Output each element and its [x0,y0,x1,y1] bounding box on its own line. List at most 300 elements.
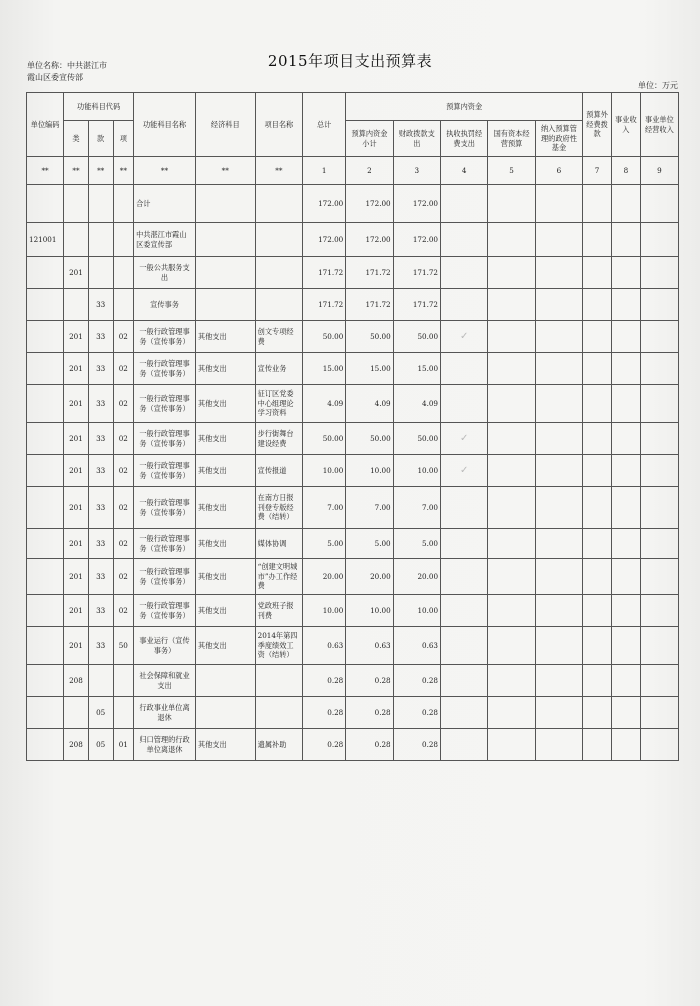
index-cell: ** [64,157,89,185]
func-name-cell: 宣传事务 [134,289,196,321]
lei-cell: 201 [64,529,89,559]
unit-code-cell: 121001 [27,223,64,257]
index-cell: ** [27,157,64,185]
empty-cell [583,257,612,289]
kuan-cell [88,223,113,257]
empty-cell [611,665,640,697]
econ-cell [195,185,255,223]
econ-cell: 其他支出 [195,729,255,761]
unit-code-cell [27,257,64,289]
empty-cell [441,289,488,321]
func-name-cell: 一般行政管理事务（宣传事务） [134,487,196,529]
in-budget-sub-cell: 4.09 [346,385,393,423]
index-cell: 4 [441,157,488,185]
empty-cell [441,729,488,761]
in-budget-sub-cell: 0.28 [346,665,393,697]
empty-cell [535,455,582,487]
check-mark-icon: ✓ [460,432,469,444]
empty-cell [611,385,640,423]
func-name-cell: 行政事业单位离退休 [134,697,196,729]
empty-cell [640,729,678,761]
econ-cell [195,289,255,321]
func-name-cell: 一般行政管理事务（宣传事务） [134,321,196,353]
table-row [27,289,679,321]
empty-cell [441,385,488,423]
header-xiang: 项 [113,121,134,157]
empty-cell [583,423,612,455]
empty-cell [535,423,582,455]
econ-cell: 其他支出 [195,321,255,353]
budget-table [26,92,679,761]
empty-cell [535,627,582,665]
empty-cell [488,627,535,665]
econ-cell: 其他支出 [195,559,255,595]
fiscal-cell: 15.00 [393,353,440,385]
table-row [27,423,679,455]
header-lei: 类 [64,121,89,157]
table-row [27,321,679,353]
project-cell: 在南方日报刊登专版经费（结转） [255,487,302,529]
total-cell: 5.00 [303,529,346,559]
econ-cell [195,257,255,289]
empty-cell [640,385,678,423]
header-extra: 预算外经费拨款 [583,93,612,157]
kuan-cell: 05 [88,697,113,729]
empty-cell [611,185,640,223]
table-row [27,185,679,223]
unit-code-cell [27,529,64,559]
fiscal-cell: 172.00 [393,185,440,223]
empty-cell [583,455,612,487]
header-func-code: 功能科目代码 [64,93,134,121]
func-name-cell: 一般行政管理事务（宣传事务） [134,529,196,559]
empty-cell [611,627,640,665]
org-label-line1: 单位名称：中共湛江市 [27,61,107,70]
unit-code-cell [27,627,64,665]
kuan-cell: 33 [88,487,113,529]
total-cell: 0.28 [303,665,346,697]
in-budget-sub-cell: 0.63 [346,627,393,665]
org-label [27,60,107,84]
in-budget-sub-cell: 20.00 [346,559,393,595]
func-name-cell: 一般公共服务支出 [134,257,196,289]
index-cell: 7 [583,157,612,185]
econ-cell: 其他支出 [195,595,255,627]
unit-code-cell [27,353,64,385]
lei-cell [64,289,89,321]
empty-cell [488,729,535,761]
func-name-cell: 社会保障和就业支出 [134,665,196,697]
empty-cell [441,529,488,559]
xiang-cell: 02 [113,455,134,487]
empty-cell [441,423,488,455]
unit-code-cell [27,385,64,423]
func-name-cell: 一般行政管理事务（宣传事务） [134,423,196,455]
empty-cell [488,289,535,321]
kuan-cell: 33 [88,529,113,559]
empty-cell [640,353,678,385]
table-row [27,223,679,257]
econ-cell: 其他支出 [195,353,255,385]
unit-label: 单位：万元 [638,81,678,90]
kuan-cell: 33 [88,321,113,353]
header-enforce: 执收执罚经费支出 [441,121,488,157]
unit-code-cell [27,559,64,595]
header-biz-income: 事业收入 [611,93,640,157]
empty-cell [611,559,640,595]
empty-cell [583,185,612,223]
header-gov-fund: 纳入预算管理的政府性基金 [535,121,582,157]
kuan-cell: 33 [88,353,113,385]
total-cell: 0.28 [303,697,346,729]
total-cell: 10.00 [303,455,346,487]
project-cell [255,223,302,257]
lei-cell: 201 [64,559,89,595]
empty-cell [535,385,582,423]
index-cell: 2 [346,157,393,185]
func-name-cell: 一般行政管理事务（宣传事务） [134,385,196,423]
empty-cell [583,223,612,257]
table-row [27,627,679,665]
xiang-cell: 02 [113,321,134,353]
empty-cell [583,665,612,697]
fiscal-cell: 20.00 [393,559,440,595]
fiscal-cell: 10.00 [393,455,440,487]
empty-cell [611,455,640,487]
func-name-cell: 一般行政管理事务（宣传事务） [134,353,196,385]
unit-code-cell [27,729,64,761]
xiang-cell: 01 [113,729,134,761]
empty-cell [583,529,612,559]
xiang-cell: 02 [113,487,134,529]
lei-cell: 201 [64,455,89,487]
header-econ: 经济科目 [195,93,255,157]
empty-cell [640,559,678,595]
empty-cell [583,729,612,761]
total-cell: 171.72 [303,257,346,289]
empty-cell [441,185,488,223]
func-name-cell: 归口管理的行政单位离退休 [134,729,196,761]
empty-cell [535,353,582,385]
in-budget-sub-cell: 7.00 [346,487,393,529]
project-cell [255,697,302,729]
empty-cell [488,423,535,455]
kuan-cell: 33 [88,627,113,665]
empty-cell [611,529,640,559]
table-row [27,529,679,559]
empty-cell [441,353,488,385]
empty-cell [441,627,488,665]
header-in-budget: 预算内资金 [346,93,583,121]
empty-cell [488,529,535,559]
lei-cell [64,223,89,257]
table-row [27,595,679,627]
empty-cell [441,665,488,697]
empty-cell [640,289,678,321]
total-cell: 20.00 [303,559,346,595]
unit-code-cell [27,185,64,223]
empty-cell [583,289,612,321]
empty-cell [583,627,612,665]
header-state-asset: 国有资本经营预算 [488,121,535,157]
empty-cell [535,289,582,321]
func-name-cell: 一般行政管理事务（宣传事务） [134,595,196,627]
project-cell: 党政班子报刊费 [255,595,302,627]
econ-cell [195,223,255,257]
empty-cell [611,289,640,321]
lei-cell: 201 [64,353,89,385]
empty-cell [441,559,488,595]
kuan-cell: 33 [88,595,113,627]
project-cell: 创文专项经费 [255,321,302,353]
table-row [27,385,679,423]
project-cell: 宣传业务 [255,353,302,385]
table-row [27,729,679,761]
empty-cell [640,627,678,665]
total-cell: 10.00 [303,595,346,627]
table-row [27,487,679,529]
project-cell [255,289,302,321]
empty-cell [640,697,678,729]
func-name-cell: 一般行政管理事务（宣传事务） [134,559,196,595]
index-row [27,157,679,185]
empty-cell [488,697,535,729]
unit-code-cell [27,697,64,729]
project-cell: 征订区党委中心组理论学习资料 [255,385,302,423]
empty-cell [488,385,535,423]
fiscal-cell: 4.09 [393,385,440,423]
lei-cell [64,697,89,729]
xiang-cell [113,665,134,697]
empty-cell [640,423,678,455]
org-label-line2: 霞山区委宣传部 [27,73,83,82]
fiscal-cell: 172.00 [393,223,440,257]
xiang-cell [113,697,134,729]
empty-cell [488,595,535,627]
empty-cell [640,223,678,257]
econ-cell [195,697,255,729]
kuan-cell: 33 [88,455,113,487]
in-budget-sub-cell: 172.00 [346,223,393,257]
project-cell: “创建文明城市”办工作经费 [255,559,302,595]
xiang-cell: 02 [113,529,134,559]
in-budget-sub-cell: 10.00 [346,455,393,487]
in-budget-sub-cell: 0.28 [346,697,393,729]
table-row [27,559,679,595]
econ-cell: 其他支出 [195,487,255,529]
in-budget-sub-cell: 172.00 [346,185,393,223]
unit-code-cell [27,289,64,321]
xiang-cell: 02 [113,353,134,385]
index-cell: 9 [640,157,678,185]
page-title: 2015年项目支出预算表 [267,52,433,70]
empty-cell [535,321,582,353]
empty-cell [488,487,535,529]
index-cell: 1 [303,157,346,185]
lei-cell: 208 [64,665,89,697]
func-name-cell: 事业运行（宣传事务） [134,627,196,665]
in-budget-sub-cell: 50.00 [346,321,393,353]
econ-cell [195,665,255,697]
func-name-cell: 一般行政管理事务（宣传事务） [134,455,196,487]
project-cell: 步行街舞台建设经费 [255,423,302,455]
empty-cell [535,185,582,223]
lei-cell: 201 [64,257,89,289]
xiang-cell: 02 [113,385,134,423]
econ-cell: 其他支出 [195,385,255,423]
xiang-cell [113,257,134,289]
index-cell: 8 [611,157,640,185]
header-total: 总计 [303,93,346,157]
fiscal-cell: 50.00 [393,321,440,353]
empty-cell [640,529,678,559]
fiscal-cell: 10.00 [393,595,440,627]
fiscal-cell: 7.00 [393,487,440,529]
lei-cell: 201 [64,595,89,627]
empty-cell [611,697,640,729]
fiscal-cell: 0.28 [393,729,440,761]
econ-cell: 其他支出 [195,423,255,455]
empty-cell [611,423,640,455]
empty-cell [640,665,678,697]
index-cell: 5 [488,157,535,185]
fiscal-cell: 171.72 [393,257,440,289]
empty-cell [535,257,582,289]
header-kuan: 款 [88,121,113,157]
in-budget-sub-cell: 50.00 [346,423,393,455]
unit-code-cell [27,423,64,455]
empty-cell [611,595,640,627]
kuan-cell: 33 [88,385,113,423]
fiscal-cell: 5.00 [393,529,440,559]
xiang-cell [113,223,134,257]
econ-cell: 其他支出 [195,529,255,559]
xiang-cell [113,289,134,321]
project-cell: 遗属补助 [255,729,302,761]
check-mark-icon: ✓ [460,464,469,476]
lei-cell: 201 [64,627,89,665]
empty-cell [488,321,535,353]
kuan-cell [88,665,113,697]
empty-cell [535,595,582,627]
empty-cell [583,321,612,353]
fiscal-cell: 0.28 [393,697,440,729]
unit-code-cell [27,487,64,529]
empty-cell [441,257,488,289]
in-budget-sub-cell: 171.72 [346,289,393,321]
xiang-cell: 50 [113,627,134,665]
empty-cell [535,559,582,595]
header-in-budget-sub: 预算内资金小计 [346,121,393,157]
kuan-cell [88,257,113,289]
lei-cell: 201 [64,487,89,529]
total-cell: 50.00 [303,423,346,455]
header-project: 项目名称 [255,93,302,157]
project-cell: 媒体协调 [255,529,302,559]
func-name-cell: 合计 [134,185,196,223]
empty-cell [640,257,678,289]
empty-cell [535,729,582,761]
kuan-cell: 33 [88,289,113,321]
empty-cell [488,185,535,223]
xiang-cell: 02 [113,595,134,627]
empty-cell [611,729,640,761]
total-cell: 171.72 [303,289,346,321]
lei-cell [64,185,89,223]
check-mark-icon: ✓ [460,330,469,342]
kuan-cell: 05 [88,729,113,761]
total-cell: 7.00 [303,487,346,529]
func-name-cell: 中共湛江市霞山区委宣传部 [134,223,196,257]
empty-cell [611,223,640,257]
index-cell: ** [134,157,196,185]
empty-cell [611,321,640,353]
empty-cell [488,665,535,697]
empty-cell [488,257,535,289]
header-func-name: 功能科目名称 [134,93,196,157]
empty-cell [535,697,582,729]
table-row [27,257,679,289]
in-budget-sub-cell: 5.00 [346,529,393,559]
unit-code-cell [27,321,64,353]
econ-cell: 其他支出 [195,627,255,665]
lei-cell: 208 [64,729,89,761]
empty-cell [535,665,582,697]
empty-cell [535,487,582,529]
empty-cell [441,487,488,529]
empty-cell [611,257,640,289]
in-budget-sub-cell: 15.00 [346,353,393,385]
fiscal-cell: 50.00 [393,423,440,455]
total-cell: 172.00 [303,223,346,257]
in-budget-sub-cell: 10.00 [346,595,393,627]
empty-cell [640,185,678,223]
kuan-cell [88,185,113,223]
empty-cell [583,353,612,385]
header-biz-unit: 事业单位经营收入 [640,93,678,157]
table-row [27,455,679,487]
index-cell: ** [88,157,113,185]
empty-cell [583,595,612,627]
xiang-cell: 02 [113,559,134,595]
empty-cell [488,559,535,595]
empty-cell [640,487,678,529]
index-cell: 3 [393,157,440,185]
empty-cell [583,487,612,529]
empty-cell [441,455,488,487]
lei-cell: 201 [64,385,89,423]
econ-cell: 其他支出 [195,455,255,487]
project-cell: 宣传报道 [255,455,302,487]
empty-cell [535,529,582,559]
table-row [27,353,679,385]
empty-cell [583,559,612,595]
in-budget-sub-cell: 0.28 [346,729,393,761]
empty-cell [441,595,488,627]
index-cell: 6 [535,157,582,185]
project-cell [255,665,302,697]
project-cell [255,257,302,289]
empty-cell [441,321,488,353]
empty-cell [640,321,678,353]
empty-cell [611,487,640,529]
empty-cell [583,697,612,729]
total-cell: 50.00 [303,321,346,353]
xiang-cell: 02 [113,423,134,455]
empty-cell [488,223,535,257]
unit-code-cell [27,455,64,487]
table-row [27,665,679,697]
